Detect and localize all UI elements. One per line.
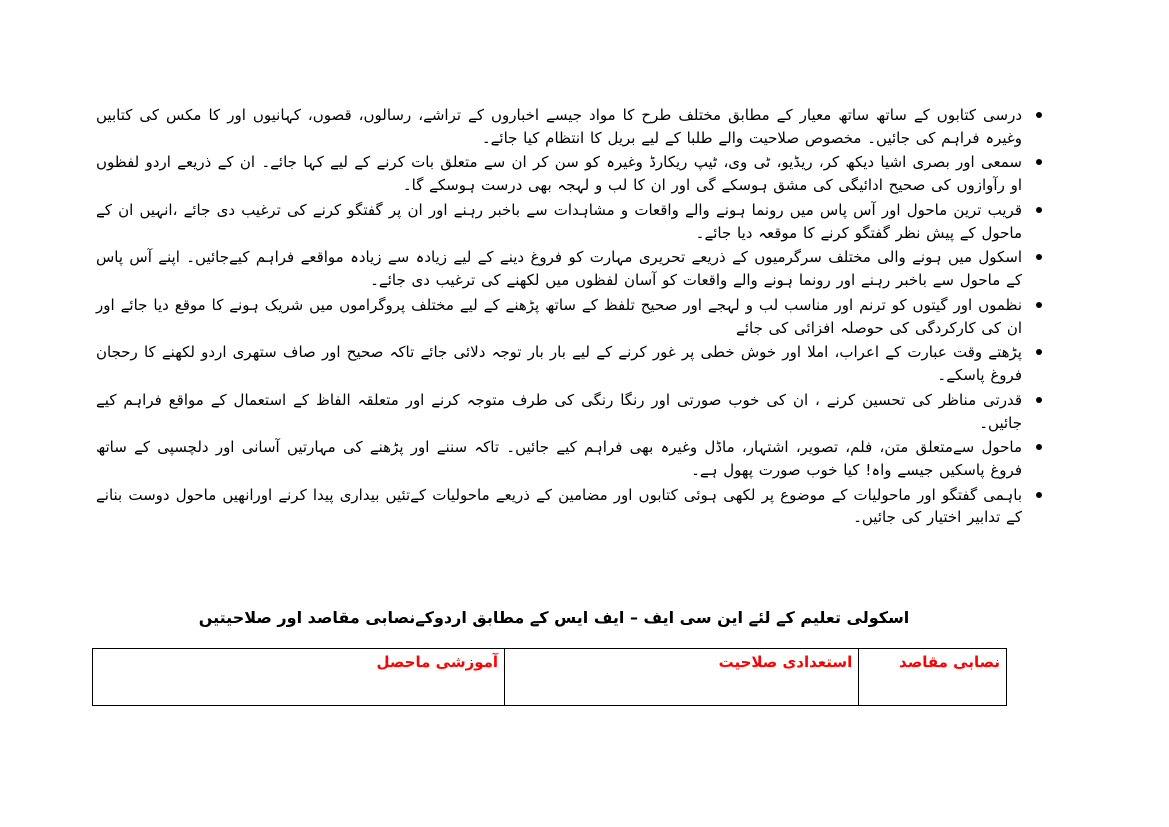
list-item-text: ماحول سےمتعلق متن، فلم، تصویر، اشتہار، ماڈل وغیرہ بھی فراہم کیے جائیں۔ تاکہ سننے اور پڑھنے کی مہارتیں آسانی اور دلچسپی کے ساتھ فروغ پاسکیں جیسے واہ! کیا خوب صورت پھول ہے۔ bbox=[96, 438, 1022, 479]
list-item-text: قریب ترین ماحول اور آس پاس میں رونما ہونے والے واقعات و مشاہدات سے باخبر رہنے اور ان پر گفتگو کرنے کی ترغیب دی جائے ،انہیں ان کے ماحول کے پیش نظر گفتگو کرنے کا موقعہ دیا جائے۔ bbox=[96, 200, 1022, 242]
list-item-text: نظموں اور گیتوں کو ترنم اور مناسب لب و لہجے اور صحیح تلفظ کے ساتھ پڑھنے کے لیے مختلف پروگراموں میں شریک ہونے کا موقع دیا جائے اور ان کی کارکردگی کی حوصلہ افزائی کی جائے bbox=[96, 295, 1022, 337]
header-curricular-goals: نصابی مقاصد bbox=[859, 649, 1007, 706]
table-header-row bbox=[93, 649, 1007, 706]
bullet-icon bbox=[1036, 159, 1042, 165]
list-item-text: درسی کتابوں کے ساتھ ساتھ معیار کے مطابق مختلف طرح کا مواد جیسے اخباروں کے تراشے، رسالوں، قصوں، کہانیوں اور کا مکس کی کتابیں وغیرہ فراہم کی جائیں۔ مخصوص صلاحیت والے طلبا کے لیے بریل کا انتظام کیا جائے۔ bbox=[96, 106, 1022, 147]
list-item-text: قدرتی مناظر کی تحسین کرنے ، ان کی خوب صورتی اور رنگا رنگی کی طرف متوجہ کرنے اور متعلقہ الفاظ کے استعمال کے مواقع فراہم کیے جائیں۔ bbox=[96, 390, 1022, 432]
list-item bbox=[96, 484, 1022, 529]
bullet-icon bbox=[1036, 207, 1042, 213]
list-item-text: سمعی اور بصری اشیا دیکھ کر، ریڈیو، ٹی وی، ٹیپ ریکارڈ وغیرہ کو سن کر ان سے متعلق بات کرنے کے لیے کہا جائے۔ ان کے ذریعے اردو لفظوں او رآوازوں کی صحیح ادائیگی کی مشق ہوسکے گی اور ان کا لب و لہجہ بھی درست ہوسکے گا۔ bbox=[96, 153, 1022, 195]
bullet-icon bbox=[1036, 492, 1042, 498]
list-item bbox=[96, 389, 1022, 434]
list-item bbox=[96, 341, 1022, 386]
list-item bbox=[96, 246, 1022, 291]
bullet-icon bbox=[1036, 112, 1042, 118]
objectives-table bbox=[92, 648, 1007, 706]
list-item bbox=[96, 436, 1022, 481]
list-item bbox=[96, 104, 1022, 149]
list-item-text: پڑھتے وقت عبارت کے اعراب، املا اور خوش خطی پر غور کرنے کے لیے بار بار توجہ دلائی جائے تاکہ صحیح اور صاف ستھری اردو لکھنے کا رحجان فروغ پاسکے۔ bbox=[96, 343, 1022, 385]
list-item-text: باہمی گفتگو اور ماحولیات کے موضوع پر لکھی ہوئی کتابوں اور مضامین کے ذریعے ماحولیات کےتئیں بیداری پیدا کرنے اورانھیں ماحول دوست بنانے کے تدابیر اختیار کی جائیں۔ bbox=[96, 485, 1022, 527]
bullet-icon bbox=[1036, 349, 1042, 355]
list-item bbox=[96, 151, 1022, 196]
bullet-icon bbox=[1036, 302, 1042, 308]
bullet-icon bbox=[1036, 254, 1042, 260]
header-competencies: استعدادی صلاحیت bbox=[505, 649, 859, 706]
list-item bbox=[96, 199, 1022, 244]
bullet-icon bbox=[1036, 397, 1042, 403]
header-learning-outcomes: آموزشی ماحصل bbox=[93, 649, 505, 706]
section-heading: اسکولی تعلیم کے لئے این سی ایف – ایف ایس کے مطابق اردوکےنصابی مقاصد اور صلاحیتیں bbox=[198, 608, 910, 627]
list-item bbox=[96, 294, 1022, 339]
list-item-text: اسکول میں ہونے والی مختلف سرگرمیوں کے ذریعے تحریری مہارت کو فروغ دینے کے لیے زیادہ سے زیادہ مواقعے فراہم کیےجائیں۔ اپنے آس پاس کے ماحول سے باخبر رہنے اور رونما ہونے والے واقعات کو آسان لفظوں میں لکھنے کی ترغیب دی جائے۔ bbox=[96, 248, 1022, 290]
bullet-icon bbox=[1036, 444, 1042, 450]
guideline-list bbox=[96, 104, 1022, 531]
